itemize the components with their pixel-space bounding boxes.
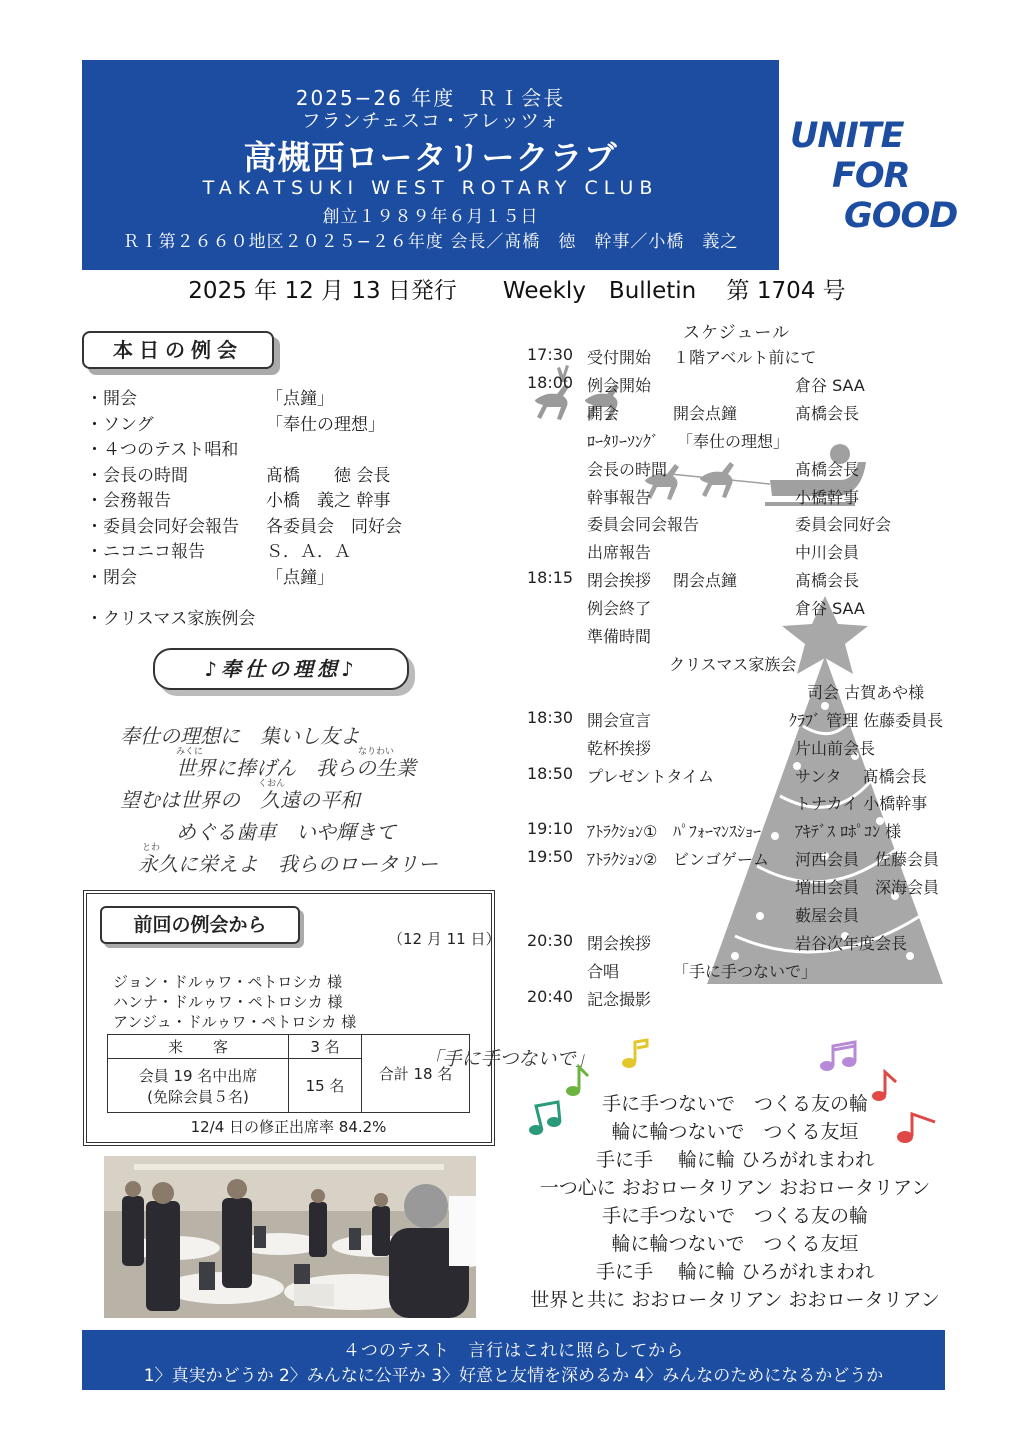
program-row <box>86 387 486 413</box>
santa-sleigh-icon <box>640 440 880 520</box>
schedule-cell: ｱｷﾃﾞｽ ﾛﾎﾟｺﾝ 様 <box>795 822 902 842</box>
schedule-cell: 「奉仕の理想」 <box>677 431 790 451</box>
previous-meeting-date: （12 月 11 日） <box>388 930 501 948</box>
program-detail: 小橋 義之 幹事 <box>266 491 391 511</box>
schedule-cell: 準備時間 <box>587 627 652 646</box>
schedule-cell: 出席報告 <box>587 543 652 563</box>
guest-list <box>113 972 356 1032</box>
lyric-line: 奉仕の理想に 集いし友よ <box>120 724 360 748</box>
lyric-line: 望むは世界の 久遠の平和 <box>120 788 360 812</box>
schedule-cell: ｱﾄﾗｸｼｮﾝ① <box>587 822 658 842</box>
schedule-time: 19:10 <box>527 819 574 839</box>
program-item: ・４つのテスト唱和 <box>86 440 239 460</box>
schedule-cell: 閉会挨拶 <box>587 933 652 953</box>
schedule-cell: 倉谷 SAA <box>795 375 865 395</box>
schedule-cell: 髙橋会長 <box>795 571 860 591</box>
previous-meeting-title: 前回の例会から <box>100 906 300 944</box>
schedule-cell: 小橋幹事 <box>795 487 860 507</box>
ri-president: フランチェスコ・アレッツォ <box>301 110 560 132</box>
song-line: 手に手つないで つくる友の輪 <box>601 1093 868 1115</box>
ideal-song-title: ♪奉仕の理想♪ <box>153 648 409 690</box>
unite-for-good-logo <box>790 116 970 236</box>
schedule-cell: ﾛｰﾀﾘｰｿﾝｸﾞ <box>587 431 660 451</box>
schedule-cell: 藪屋会員 <box>795 906 860 925</box>
music-notes-icon <box>818 1040 860 1074</box>
district-line: ＲＩ第２６６０地区２０２５−２６年度 会長／髙橋 徳 幹事／小橋 義之 <box>122 232 739 252</box>
program-row <box>86 540 486 566</box>
schedule-cell: １階アベルト前にて <box>673 348 817 367</box>
ruby-text: くおん <box>258 779 286 789</box>
schedule-cell: 例会開始 <box>587 375 652 395</box>
program-row <box>86 566 486 592</box>
schedule-cell: 受付開始 <box>587 348 652 367</box>
schedule-time: 20:40 <box>527 986 574 1006</box>
song-line: 輪に輪つないで つくる友垣 <box>611 1121 859 1143</box>
issue-line: 2025 年 12 月 13 日発行 Weekly Bulletin 第 1704 号 <box>188 278 846 304</box>
members-note: (免除会員５名) <box>147 1087 249 1106</box>
program-row <box>86 464 486 490</box>
schedule-cell: トナカイ 小橋幹事 <box>795 794 928 814</box>
program-list <box>86 387 486 591</box>
motto-word: GOOD <box>844 196 958 236</box>
program-detail: 「奉仕の理想」 <box>266 414 385 435</box>
lyric-line: めぐる歯車 いや輝きて <box>176 820 396 844</box>
ruby-text: みくに <box>176 747 204 757</box>
program-row <box>86 438 486 464</box>
schedule-cell: 増田会員 深海会員 <box>795 878 940 898</box>
program-row <box>86 489 486 515</box>
song-line: 手に手 輪に輪 ひろがれまわれ <box>595 1149 875 1171</box>
schedule-title: スケジュール <box>683 323 790 343</box>
motto-word: UNITE <box>790 116 904 156</box>
schedule-cell: ビンゴゲーム <box>673 850 770 870</box>
program-item: ・開会 <box>86 389 137 409</box>
guest-name: ジョン・ドルゥワ・ペトロシカ 様 <box>113 973 343 991</box>
program-detail: 髙橋 徳 会長 <box>266 465 391 486</box>
meeting-photo-image <box>104 1156 476 1318</box>
schedule-time: 18:50 <box>527 763 574 783</box>
song-lyrics <box>500 1090 970 1314</box>
today-meeting-title: 本日の例会 <box>82 331 274 369</box>
song-line: 一つ心に おおロータリアン おおロータリアン <box>539 1177 931 1199</box>
schedule-time: 17:30 <box>527 345 574 364</box>
schedule-cell: 記念撮影 <box>587 989 652 1009</box>
schedule-time: 19:50 <box>527 847 574 867</box>
visitors-label: 来 客 <box>108 1035 289 1059</box>
total-count: 合計 18 名 <box>362 1035 470 1113</box>
schedule-cell: 河西会員 佐藤会員 <box>795 850 940 870</box>
schedule-cell: ﾊﾟﾌｫｰﾏﾝｽｼｮｰ <box>673 822 762 842</box>
schedule-cell: 乾杯挨拶 <box>587 738 652 758</box>
club-name: 高槻西ロータリークラブ <box>243 138 618 177</box>
four-way-test-footer <box>82 1330 945 1390</box>
song-line: 輪に輪つないで つくる友垣 <box>611 1233 859 1255</box>
schedule-cell: 委員会同好会 <box>795 515 892 535</box>
header-banner <box>82 60 779 270</box>
four-way-test-items: 1〉真実かどうか 2〉みんなに公平か 3〉好意と友情を深めるか 4〉みんなのためになるかどうか <box>143 1366 884 1386</box>
schedule-time: 18:00 <box>527 372 574 392</box>
ruby-text: なりわい <box>358 747 395 757</box>
schedule-cell: ｱﾄﾗｸｼｮﾝ② <box>587 850 658 870</box>
schedule-cell: 幹事報告 <box>587 487 652 507</box>
schedule-cell: 開会点鐘 <box>673 403 738 423</box>
lyric-line: 永久に栄えよ 我らのロータリー <box>138 852 438 876</box>
music-note-icon <box>620 1038 650 1070</box>
visitors-count: 3 名 <box>289 1035 362 1059</box>
schedule-cell: 片山前会長 <box>795 738 876 758</box>
schedule-cell: 司会 古賀あや様 <box>807 682 925 702</box>
song-line: 手に手 輪に輪 ひろがれまわれ <box>595 1261 875 1283</box>
song-line: 手に手つないで つくる友の輪 <box>601 1205 868 1227</box>
ruby-text: とわ <box>142 843 161 853</box>
motto-word: FOR <box>832 156 910 196</box>
schedule-cell: 「手に手つないで」 <box>673 961 818 981</box>
schedule-cell: 委員会同会報告 <box>587 515 700 535</box>
lyric-line: 世界に捧げん 我らの生業 <box>176 756 416 780</box>
schedule-cell: 髙橋会長 <box>795 403 860 423</box>
schedule-cell: 倉谷 SAA <box>795 599 865 619</box>
schedule-cell: 会長の時間 <box>587 459 668 479</box>
program-detail: 「点鐘」 <box>266 389 334 409</box>
song-title: 「手に手つないで」 <box>423 1048 595 1070</box>
schedule-cell: 開会宣言 <box>587 710 652 730</box>
program-item: ・ソング <box>86 414 154 435</box>
schedule-time: 20:30 <box>527 930 574 950</box>
program-row <box>86 515 486 541</box>
schedule-cell: 中川会員 <box>795 543 860 563</box>
club-name-en: TAKATSUKI WEST ROTARY CLUB <box>202 177 659 199</box>
schedule-cell: プレゼントタイム <box>587 766 715 786</box>
members-label: 会員 19 名中出席 <box>138 1066 258 1085</box>
schedule-time: 18:30 <box>527 707 574 727</box>
program-detail: 各委員会 同好会 <box>266 516 402 537</box>
schedule-cell: 例会終了 <box>587 599 652 619</box>
attendance-rate: 12/4 日の修正出席率 84.2% <box>190 1118 387 1136</box>
guest-name: アンジュ・ドルゥワ・ペトロシカ 様 <box>113 1013 357 1031</box>
schedule-cell: 閉会点鐘 <box>673 571 738 591</box>
christmas-family-item: ・クリスマス家族例会 <box>86 609 256 629</box>
program-item: ・会務報告 <box>86 491 171 511</box>
schedule-cell: ｸﾗﾌﾞ 管理 佐藤委員長 <box>789 710 944 730</box>
members-count: 15 名 <box>289 1059 362 1113</box>
schedule-cell: 合唱 <box>587 961 620 981</box>
four-way-test-title: ４つのテスト 言行はこれに照らしてから <box>342 1341 685 1361</box>
schedule-cell: 開会 <box>587 403 620 423</box>
song-line: 世界と共に おおロータリアン おおロータリアン <box>530 1289 940 1311</box>
program-detail: 「点鐘」 <box>266 567 334 588</box>
program-item: ・委員会同好会報告 <box>86 516 239 537</box>
program-item: ・会長の時間 <box>86 465 188 486</box>
program-row <box>86 413 486 439</box>
ri-year-line: 2025−26 年度 ＲＩ会長 <box>295 86 566 110</box>
guest-name: ハンナ・ドルゥワ・ペトロシカ 様 <box>113 993 343 1011</box>
schedule-time: 18:15 <box>527 568 574 588</box>
schedule-cell: 閉会挨拶 <box>587 571 652 591</box>
meeting-photo <box>104 1156 476 1318</box>
founded-date: 創立１９８９年６月１５日 <box>322 207 539 227</box>
schedule-cell: 髙橋会長 <box>795 459 860 479</box>
program-item: ・閉会 <box>86 567 137 588</box>
schedule-cell: 岩谷次年度会長 <box>795 933 908 953</box>
schedule-cell: サンタ 髙橋会長 <box>795 766 927 786</box>
schedule-cell: クリスマス家族会 <box>669 654 797 674</box>
program-detail: Ｓ．Ａ．Ａ <box>266 542 351 562</box>
program-item: ・ニコニコ報告 <box>86 542 205 562</box>
